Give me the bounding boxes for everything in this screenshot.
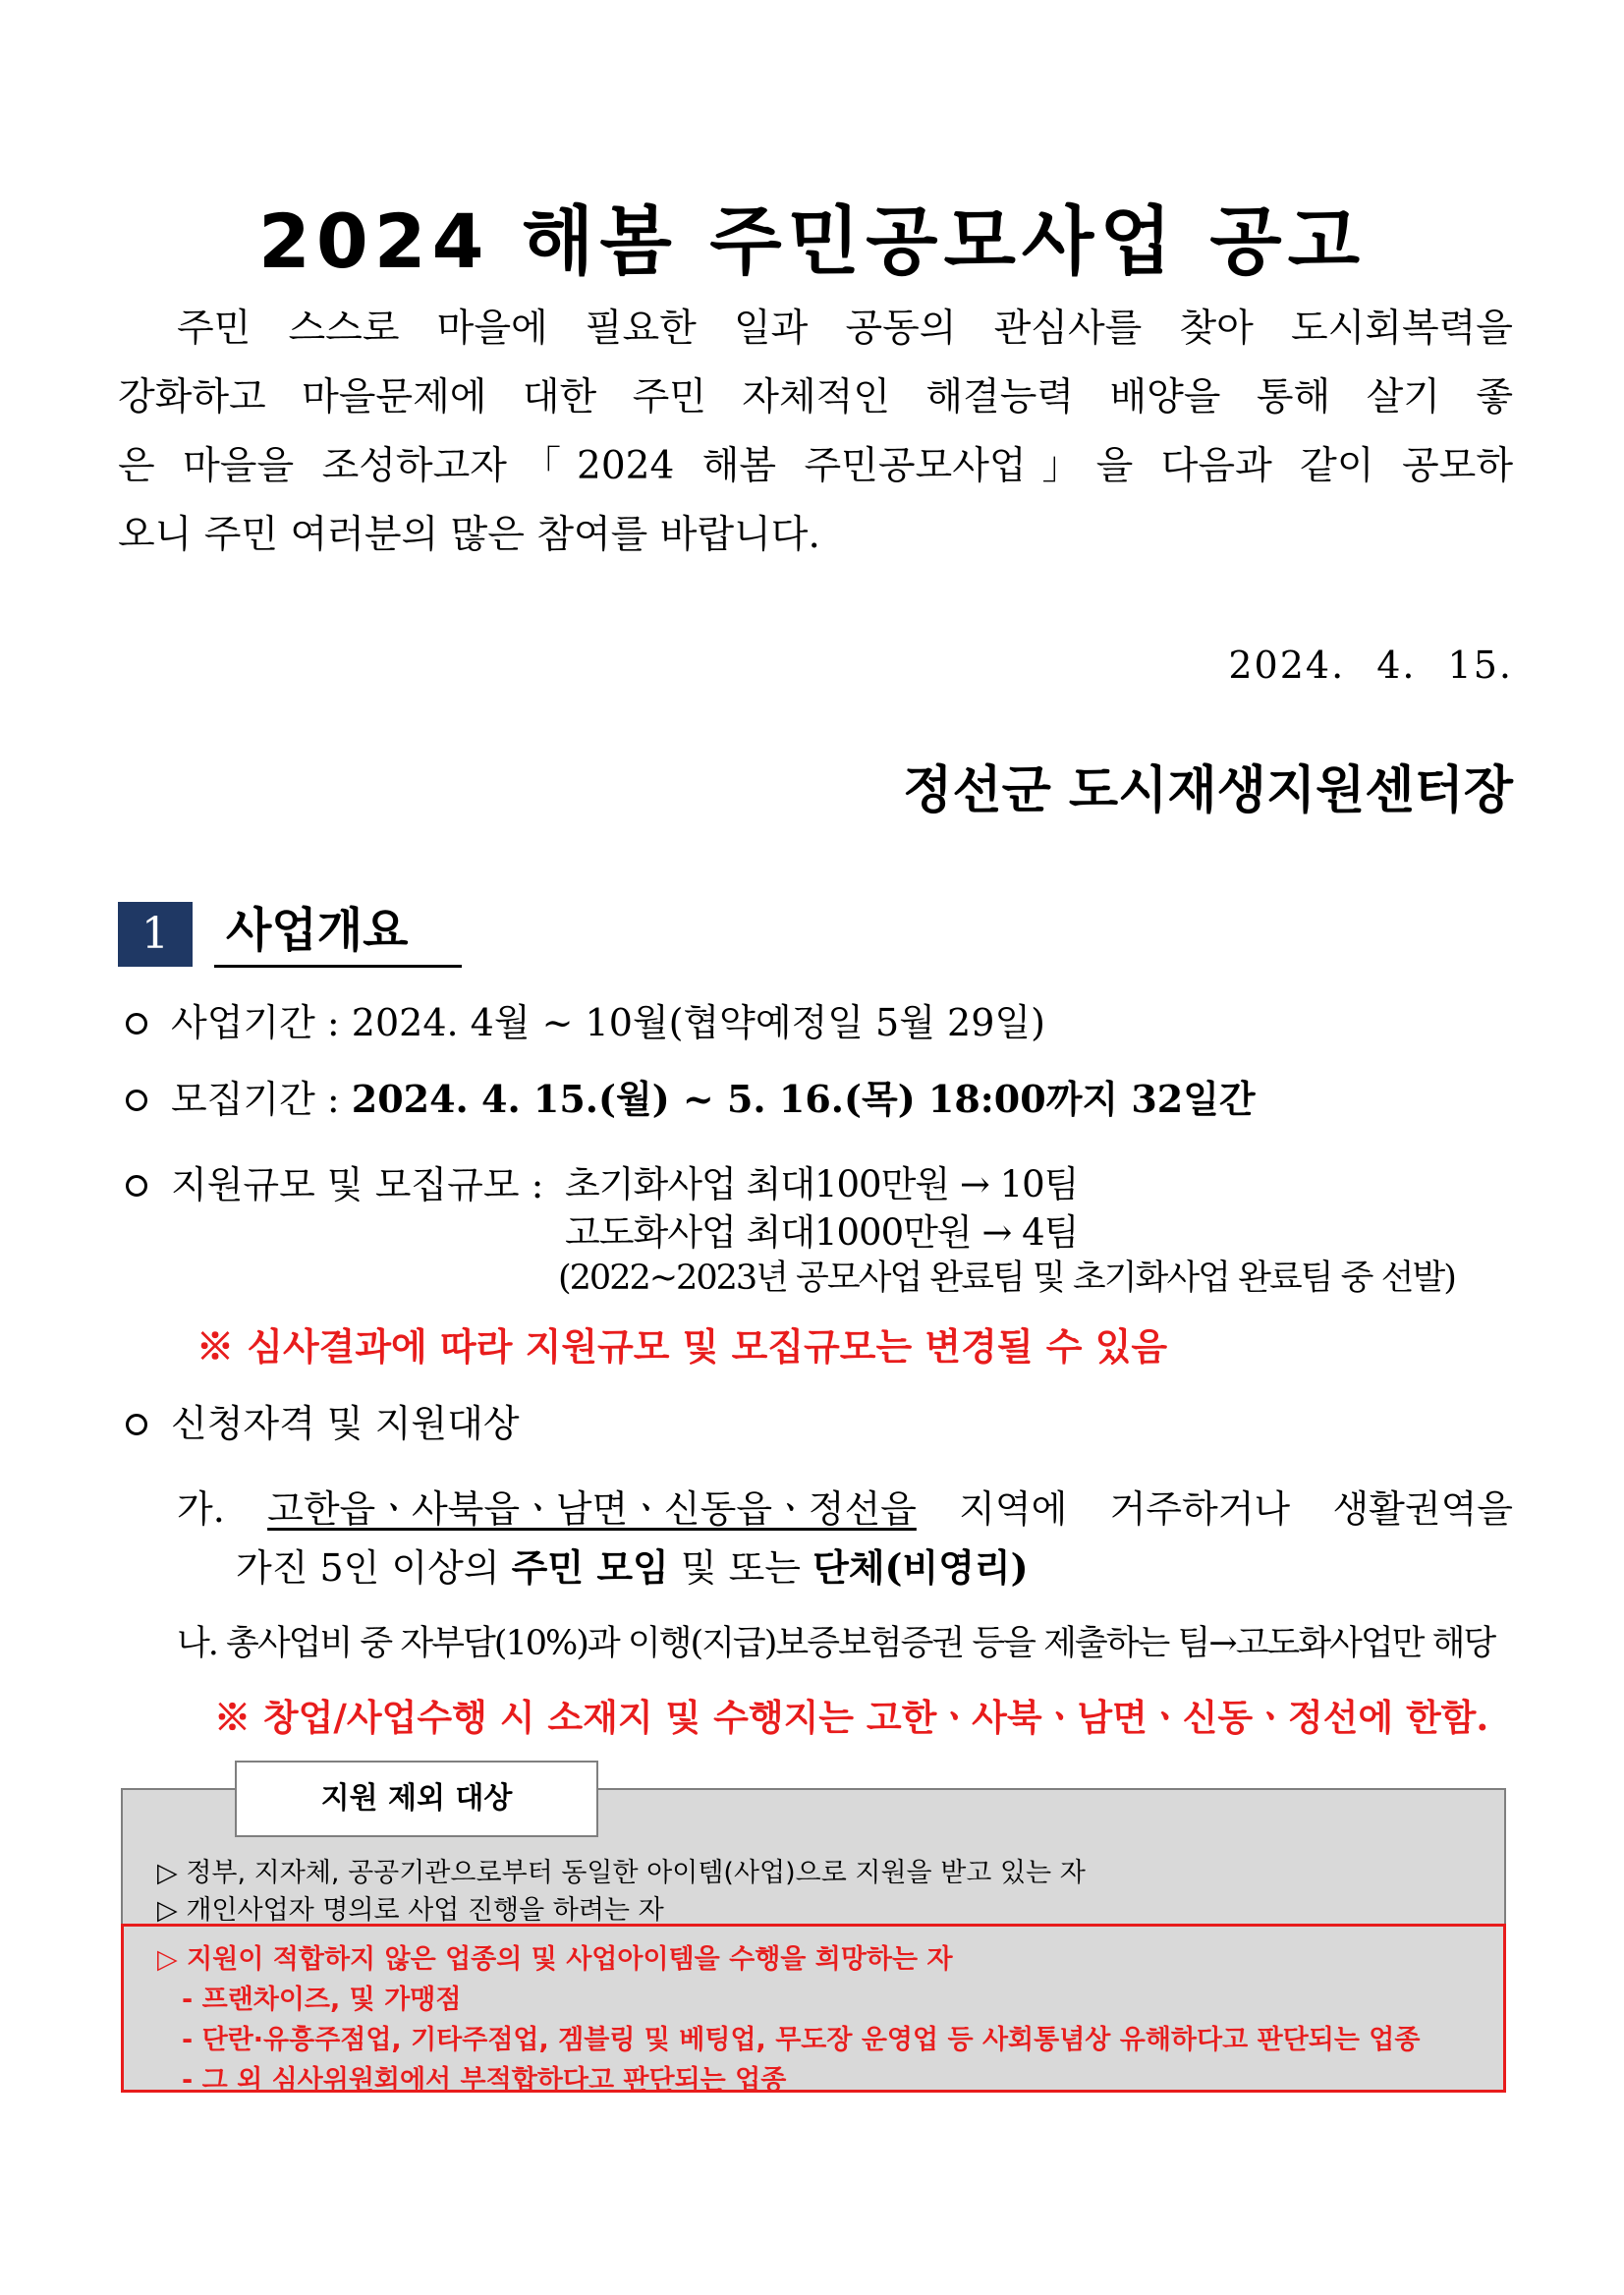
section-number-badge: 1 bbox=[118, 902, 193, 967]
issuing-organization: 정선군 도시재생지원센터장 bbox=[903, 761, 1513, 820]
circle-bullet-icon bbox=[126, 1414, 147, 1435]
item-recruitment-period: 모집기간 : 2024. 4. 15.(월) ~ 5. 16.(목) 18:00까지 32일간 bbox=[118, 1069, 1256, 1123]
scale-line: 고도화사업 최대1000만원 → 4팀 bbox=[565, 1211, 1079, 1254]
location-note: ※ 창업/사업수행 시 소재지 및 수행지는 고한ㆍ사북ㆍ남면ㆍ신동ㆍ정선에 한함. bbox=[214, 1696, 1489, 1739]
exclusion-red-line: ▷ 지원이 적합하지 않은 업종의 및 사업아이템을 수행을 희망하는 자 bbox=[157, 1944, 953, 1975]
exclusion-red-line: - 단란·유흥주점업, 기타주점업, 겜블링 및 베팅업, 무도장 운영업 등 사회통념상 유해하다고 판단되는 업종 bbox=[182, 2025, 1421, 2055]
intro-line: 은 마을을 조성하고자「2024 해봄 주민공모사업」을 다음과 같이 공모하 bbox=[118, 444, 1513, 488]
item-eligibility: 신청자격 및 지원대상 bbox=[118, 1393, 520, 1447]
intro-line: 강화하고 마을문제에 대한 주민 자체적인 해결능력 배양을 통해 살기 좋 bbox=[118, 375, 1513, 420]
eligibility-ga: 가. 고한읍ㆍ사북읍ㆍ남면ㆍ신동읍ㆍ정선읍 지역에 거주하거나 생활권역을 bbox=[177, 1487, 1513, 1531]
document-title: 2024 해봄 주민공모사업 공고 bbox=[257, 197, 1367, 285]
section-title: 사업개요 bbox=[214, 898, 462, 968]
item-support-scale: 지원규모 및 모집규모 : bbox=[118, 1154, 543, 1208]
intro-line: 주민 스스로 마을에 필요한 일과 공동의 관심사를 찾아 도시회복력을 bbox=[177, 307, 1513, 351]
scale-change-note: ※ 심사결과에 따라 지원규모 및 모집규모는 변경될 수 있음 bbox=[196, 1324, 1168, 1369]
intro-paragraph bbox=[118, 295, 1513, 570]
eligibility-na: 나. 총사업비 중 자부담(10%)과 이행(지급)보증보험증권 등을 제출하는 팀→고도화사업만 해당 bbox=[177, 1624, 1495, 1663]
announcement-date: 2024. 4. 15. bbox=[1228, 644, 1513, 687]
scale-line: 초기화사업 최대100만원 → 10팀 bbox=[565, 1163, 1079, 1205]
circle-bullet-icon bbox=[126, 1090, 147, 1111]
circle-bullet-icon bbox=[126, 1013, 147, 1035]
item-business-period: 사업기간 : 2024. 4월 ~ 10월(협약예정일 5월 29일) bbox=[118, 992, 1045, 1046]
exclusion-box-label: 지원 제외 대상 bbox=[235, 1761, 598, 1837]
intro-line: 오니 주민 여러분의 많은 참여를 바랍니다. bbox=[118, 513, 820, 557]
exclusion-line: ▷ 개인사업자 명의로 사업 진행을 하려는 자 bbox=[157, 1895, 664, 1926]
circle-bullet-icon bbox=[126, 1175, 147, 1197]
eligible-regions: 고한읍ㆍ사북읍ㆍ남면ㆍ신동읍ㆍ정선읍 bbox=[267, 1487, 917, 1531]
scale-line: (2022~2023년 공모사업 완료팀 및 초기화사업 완료팀 중 선발) bbox=[558, 1259, 1455, 1298]
exclusion-red-line: - 그 외 심사위원회에서 부적합하다고 판단되는 업종 bbox=[182, 2065, 787, 2096]
exclusion-red-line: - 프랜차이즈, 및 가맹점 bbox=[182, 1985, 462, 2015]
exclusion-line: ▷ 정부, 지자체, 공공기관으로부터 동일한 아이템(사업)으로 지원을 받고 있는 자 bbox=[157, 1858, 1086, 1888]
eligibility-ga-line2: 가진 5인 이상의 주민 모임 및 또는 단체(비영리) bbox=[236, 1545, 1029, 1590]
